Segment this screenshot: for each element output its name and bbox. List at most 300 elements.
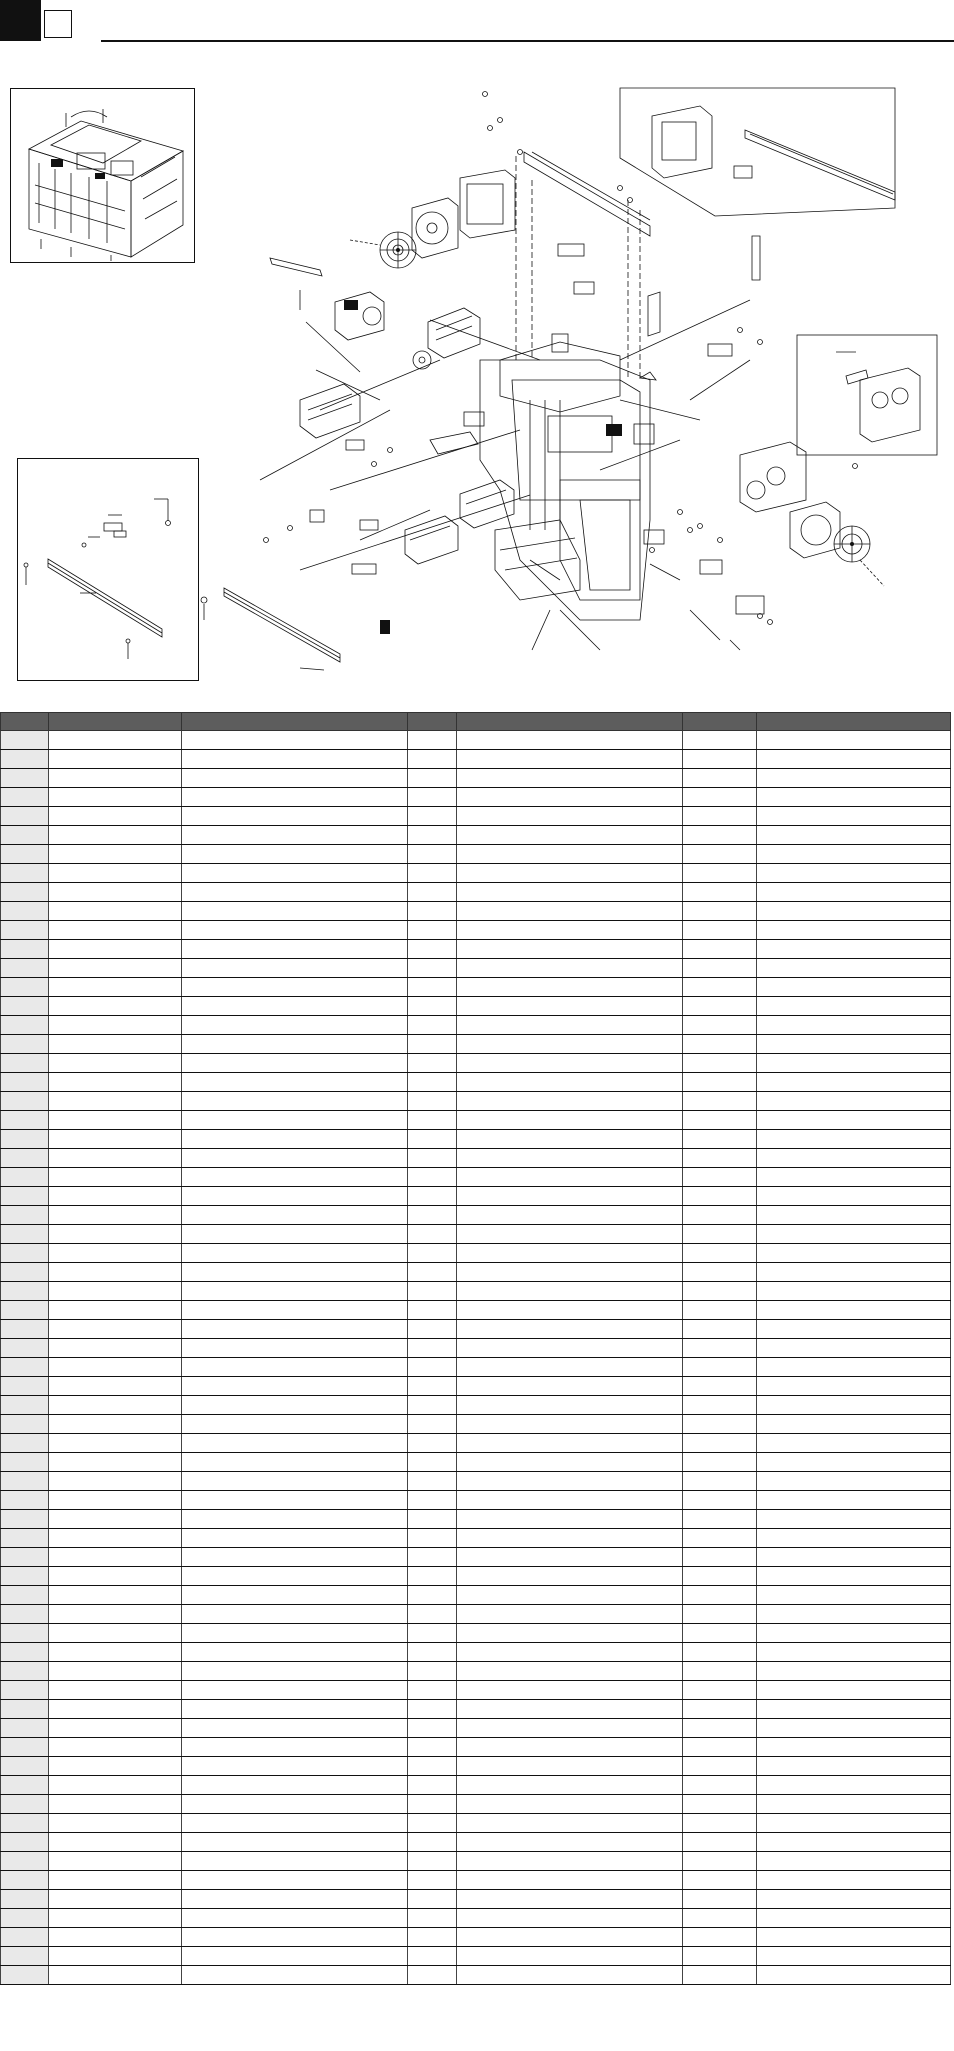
table-cell: [757, 1947, 951, 1966]
table-cell: [182, 959, 408, 978]
table-cell: [408, 1054, 457, 1073]
table-cell: [757, 1700, 951, 1719]
table-cell: [457, 1434, 683, 1453]
table-cell: [683, 1757, 757, 1776]
table-row: [1, 921, 951, 940]
table-cell: [457, 1453, 683, 1472]
table-cell: [457, 1377, 683, 1396]
table-cell: [457, 845, 683, 864]
table-cell: [49, 1662, 182, 1681]
table-cell: [1, 1206, 49, 1225]
table-cell: [1, 1947, 49, 1966]
table-cell: [182, 1301, 408, 1320]
table-cell: [182, 1757, 408, 1776]
table-cell: [457, 1339, 683, 1358]
table-cell: [757, 1149, 951, 1168]
table-cell: [182, 845, 408, 864]
table-cell: [457, 826, 683, 845]
table-cell: [1, 1529, 49, 1548]
table-cell: [757, 959, 951, 978]
table-cell: [408, 921, 457, 940]
table-cell: [182, 1187, 408, 1206]
table-cell: [408, 1168, 457, 1187]
table-cell: [757, 1643, 951, 1662]
table-cell: [49, 864, 182, 883]
table-cell: [1, 1472, 49, 1491]
table-cell: [408, 1833, 457, 1852]
table-cell: [49, 1016, 182, 1035]
table-cell: [408, 1567, 457, 1586]
table-cell: [757, 1833, 951, 1852]
table-cell: [49, 769, 182, 788]
table-cell: [408, 750, 457, 769]
table-cell: [408, 1700, 457, 1719]
table-cell: [457, 1510, 683, 1529]
table-cell: [1, 1377, 49, 1396]
table-cell: [757, 1225, 951, 1244]
table-cell: [683, 1662, 757, 1681]
table-row: [1, 1605, 951, 1624]
table-cell: [683, 1928, 757, 1947]
table-cell: [757, 1757, 951, 1776]
table-cell: [683, 1111, 757, 1130]
table-cell: [757, 1776, 951, 1795]
table-cell: [49, 940, 182, 959]
table-cell: [757, 1016, 951, 1035]
table-cell: [683, 1130, 757, 1149]
table-cell: [408, 1510, 457, 1529]
table-cell: [683, 883, 757, 902]
table-cell: [457, 902, 683, 921]
table-cell: [408, 1282, 457, 1301]
table-row: [1, 1966, 951, 1985]
table-row: [1, 1719, 951, 1738]
table-cell: [457, 1320, 683, 1339]
table-cell: [757, 1871, 951, 1890]
table-cell: [49, 1833, 182, 1852]
section-tab-marker: [0, 0, 41, 41]
table-cell: [49, 1586, 182, 1605]
table-cell: [457, 1605, 683, 1624]
table-cell: [1, 1263, 49, 1282]
table-cell: [408, 1130, 457, 1149]
table-cell: [457, 1263, 683, 1282]
table-row: [1, 1814, 951, 1833]
table-cell: [757, 883, 951, 902]
table-cell: [1, 1282, 49, 1301]
table-cell: [1, 1700, 49, 1719]
table-cell: [408, 1738, 457, 1757]
table-cell: [49, 1947, 182, 1966]
table-cell: [1, 1833, 49, 1852]
table-cell: [408, 1035, 457, 1054]
table-cell: [408, 1415, 457, 1434]
table-cell: [408, 1966, 457, 1985]
table-cell: [408, 978, 457, 997]
table-cell: [683, 864, 757, 883]
table-cell: [683, 1282, 757, 1301]
table-cell: [182, 1016, 408, 1035]
table-cell: [683, 1529, 757, 1548]
table-cell: [49, 1852, 182, 1871]
table-cell: [1, 1320, 49, 1339]
table-cell: [457, 1415, 683, 1434]
table-cell: [1, 1035, 49, 1054]
table-cell: [757, 1605, 951, 1624]
table-cell: [408, 997, 457, 1016]
table-row: [1, 864, 951, 883]
table-cell: [683, 1415, 757, 1434]
header-rule: [101, 40, 954, 42]
table-cell: [182, 921, 408, 940]
table-cell: [757, 1662, 951, 1681]
table-cell: [49, 1928, 182, 1947]
table-cell: [182, 1548, 408, 1567]
table-cell: [408, 1206, 457, 1225]
table-row: [1, 1738, 951, 1757]
table-row: [1, 731, 951, 750]
table-cell: [182, 1586, 408, 1605]
table-row: [1, 978, 951, 997]
table-cell: [182, 1111, 408, 1130]
table-cell: [49, 1966, 182, 1985]
table-row: [1, 1206, 951, 1225]
table-cell: [1, 978, 49, 997]
table-cell: [182, 1415, 408, 1434]
table-cell: [1, 883, 49, 902]
table-cell: [757, 1073, 951, 1092]
table-cell: [408, 1529, 457, 1548]
table-cell: [457, 1966, 683, 1985]
table-cell: [408, 1073, 457, 1092]
table-cell: [1, 1624, 49, 1643]
table-row: [1, 1282, 951, 1301]
table-cell: [457, 1092, 683, 1111]
table-row: [1, 997, 951, 1016]
table-cell: [1, 1909, 49, 1928]
table-cell: [1, 1738, 49, 1757]
table-cell: [408, 1491, 457, 1510]
column-header: [683, 713, 757, 731]
table-row: [1, 1225, 951, 1244]
table-cell: [49, 1719, 182, 1738]
table-cell: [683, 1871, 757, 1890]
table-cell: [408, 1586, 457, 1605]
table-cell: [757, 1567, 951, 1586]
table-cell: [182, 940, 408, 959]
table-cell: [1, 959, 49, 978]
table-cell: [182, 997, 408, 1016]
table-cell: [49, 959, 182, 978]
table-cell: [1, 1434, 49, 1453]
table-cell: [182, 1947, 408, 1966]
table-row: [1, 1548, 951, 1567]
table-cell: [757, 1852, 951, 1871]
table-cell: [49, 1187, 182, 1206]
table-cell: [683, 1263, 757, 1282]
table-cell: [457, 1301, 683, 1320]
table-cell: [49, 1396, 182, 1415]
table-cell: [1, 1852, 49, 1871]
table-cell: [757, 1586, 951, 1605]
table-cell: [457, 1814, 683, 1833]
table-cell: [49, 1263, 182, 1282]
table-cell: [683, 902, 757, 921]
table-cell: [757, 1472, 951, 1491]
table-cell: [182, 1681, 408, 1700]
table-cell: [182, 1434, 408, 1453]
table-row: [1, 1586, 951, 1605]
table-cell: [683, 1016, 757, 1035]
table-cell: [457, 1035, 683, 1054]
table-cell: [757, 1111, 951, 1130]
table-cell: [757, 1092, 951, 1111]
table-cell: [408, 1776, 457, 1795]
table-cell: [683, 1605, 757, 1624]
table-cell: [49, 1168, 182, 1187]
table-cell: [457, 1700, 683, 1719]
table-cell: [49, 1054, 182, 1073]
table-cell: [683, 826, 757, 845]
table-cell: [408, 959, 457, 978]
table-cell: [1, 1605, 49, 1624]
table-cell: [1, 826, 49, 845]
table-cell: [1, 1890, 49, 1909]
table-cell: [683, 1035, 757, 1054]
table-cell: [683, 1567, 757, 1586]
table-cell: [683, 1795, 757, 1814]
table-cell: [182, 1662, 408, 1681]
table-cell: [1, 1187, 49, 1206]
table-cell: [457, 1168, 683, 1187]
table-cell: [1, 1092, 49, 1111]
table-cell: [457, 1719, 683, 1738]
table-cell: [182, 1852, 408, 1871]
table-cell: [182, 1453, 408, 1472]
table-cell: [1, 1225, 49, 1244]
table-cell: [457, 1795, 683, 1814]
column-header: [757, 713, 951, 731]
table-cell: [757, 978, 951, 997]
table-cell: [457, 1909, 683, 1928]
table-cell: [683, 1206, 757, 1225]
table-row: [1, 1301, 951, 1320]
table-cell: [683, 1890, 757, 1909]
table-cell: [408, 1396, 457, 1415]
table-cell: [1, 1054, 49, 1073]
table-cell: [457, 750, 683, 769]
table-cell: [683, 1320, 757, 1339]
table-row: [1, 1852, 951, 1871]
table-cell: [683, 1168, 757, 1187]
table-row: [1, 1035, 951, 1054]
table-cell: [457, 959, 683, 978]
table-cell: [408, 864, 457, 883]
table-cell: [182, 1928, 408, 1947]
table-row: [1, 1643, 951, 1662]
table-cell: [1, 1871, 49, 1890]
table-cell: [1, 1567, 49, 1586]
table-cell: [757, 1453, 951, 1472]
table-cell: [457, 1852, 683, 1871]
table-cell: [1, 1966, 49, 1985]
table-cell: [49, 1130, 182, 1149]
table-cell: [408, 1548, 457, 1567]
table-cell: [457, 731, 683, 750]
table-cell: [49, 1548, 182, 1567]
table-cell: [757, 1320, 951, 1339]
table-cell: [457, 1472, 683, 1491]
table-cell: [408, 788, 457, 807]
table-cell: [182, 1320, 408, 1339]
table-row: [1, 1320, 951, 1339]
table-cell: [1, 1510, 49, 1529]
table-cell: [182, 1149, 408, 1168]
table-cell: [408, 1928, 457, 1947]
table-cell: [683, 1586, 757, 1605]
table-cell: [49, 1206, 182, 1225]
table-cell: [1, 750, 49, 769]
table-cell: [1, 845, 49, 864]
table-cell: [182, 1871, 408, 1890]
table-cell: [408, 1320, 457, 1339]
table-cell: [49, 978, 182, 997]
table-cell: [757, 826, 951, 845]
table-cell: [683, 1377, 757, 1396]
table-row: [1, 1909, 951, 1928]
table-row: [1, 1890, 951, 1909]
table-cell: [182, 1130, 408, 1149]
table-cell: [457, 1225, 683, 1244]
table-row: [1, 1453, 951, 1472]
table-row: [1, 940, 951, 959]
table-cell: [683, 1054, 757, 1073]
table-cell: [683, 978, 757, 997]
table-cell: [683, 1700, 757, 1719]
table-cell: [408, 1149, 457, 1168]
table-cell: [457, 997, 683, 1016]
table-cell: [683, 788, 757, 807]
table-cell: [408, 1453, 457, 1472]
table-cell: [182, 1339, 408, 1358]
table-cell: [49, 1700, 182, 1719]
table-cell: [408, 769, 457, 788]
table-row: [1, 1092, 951, 1111]
table-cell: [49, 1871, 182, 1890]
column-header: [49, 713, 182, 731]
table-cell: [49, 1092, 182, 1111]
table-cell: [457, 1111, 683, 1130]
table-cell: [757, 1168, 951, 1187]
table-cell: [1, 1358, 49, 1377]
table-cell: [457, 807, 683, 826]
table-cell: [1, 1681, 49, 1700]
table-cell: [457, 1662, 683, 1681]
table-cell: [1, 1453, 49, 1472]
table-cell: [408, 1947, 457, 1966]
table-row: [1, 1168, 951, 1187]
table-cell: [182, 1814, 408, 1833]
table-cell: [408, 1890, 457, 1909]
table-cell: [457, 1586, 683, 1605]
table-cell: [1, 788, 49, 807]
table-row: [1, 1510, 951, 1529]
table-cell: [1, 1795, 49, 1814]
table-row: [1, 1396, 951, 1415]
table-cell: [1, 1814, 49, 1833]
table-cell: [757, 1377, 951, 1396]
table-cell: [757, 1130, 951, 1149]
table-cell: [757, 1814, 951, 1833]
table-cell: [408, 1016, 457, 1035]
table-cell: [683, 1453, 757, 1472]
table-cell: [182, 1719, 408, 1738]
table-cell: [683, 1339, 757, 1358]
table-cell: [457, 1149, 683, 1168]
table-cell: [757, 1187, 951, 1206]
table-cell: [683, 1073, 757, 1092]
table-cell: [49, 1453, 182, 1472]
table-cell: [49, 902, 182, 921]
table-cell: [182, 1073, 408, 1092]
table-cell: [49, 826, 182, 845]
table-cell: [757, 1890, 951, 1909]
table-cell: [408, 1434, 457, 1453]
table-cell: [457, 864, 683, 883]
table-cell: [408, 1681, 457, 1700]
table-cell: [683, 769, 757, 788]
table-cell: [757, 1035, 951, 1054]
table-row: [1, 1624, 951, 1643]
table-cell: [182, 1624, 408, 1643]
table-cell: [683, 807, 757, 826]
table-cell: [49, 1605, 182, 1624]
table-cell: [408, 807, 457, 826]
table-cell: [683, 1510, 757, 1529]
table-cell: [49, 1567, 182, 1586]
table-row: [1, 1263, 951, 1282]
table-cell: [182, 1567, 408, 1586]
table-cell: [1, 769, 49, 788]
exploded-view-diagram: [0, 60, 954, 690]
table-cell: [49, 1738, 182, 1757]
table-cell: [757, 845, 951, 864]
table-cell: [457, 1358, 683, 1377]
table-cell: [457, 1282, 683, 1301]
table-cell: [683, 1852, 757, 1871]
table-row: [1, 1757, 951, 1776]
table-row: [1, 902, 951, 921]
table-cell: [757, 1491, 951, 1510]
table-cell: [49, 1909, 182, 1928]
table-cell: [49, 1890, 182, 1909]
table-cell: [757, 1909, 951, 1928]
table-cell: [408, 1662, 457, 1681]
table-cell: [457, 1567, 683, 1586]
table-cell: [182, 731, 408, 750]
table-row: [1, 845, 951, 864]
table-cell: [457, 1016, 683, 1035]
table-cell: [49, 731, 182, 750]
table-cell: [757, 1415, 951, 1434]
table-cell: [49, 1776, 182, 1795]
table-cell: [757, 921, 951, 940]
table-cell: [757, 864, 951, 883]
table-row: [1, 1415, 951, 1434]
table-cell: [49, 1111, 182, 1130]
table-cell: [757, 1510, 951, 1529]
table-cell: [683, 1092, 757, 1111]
